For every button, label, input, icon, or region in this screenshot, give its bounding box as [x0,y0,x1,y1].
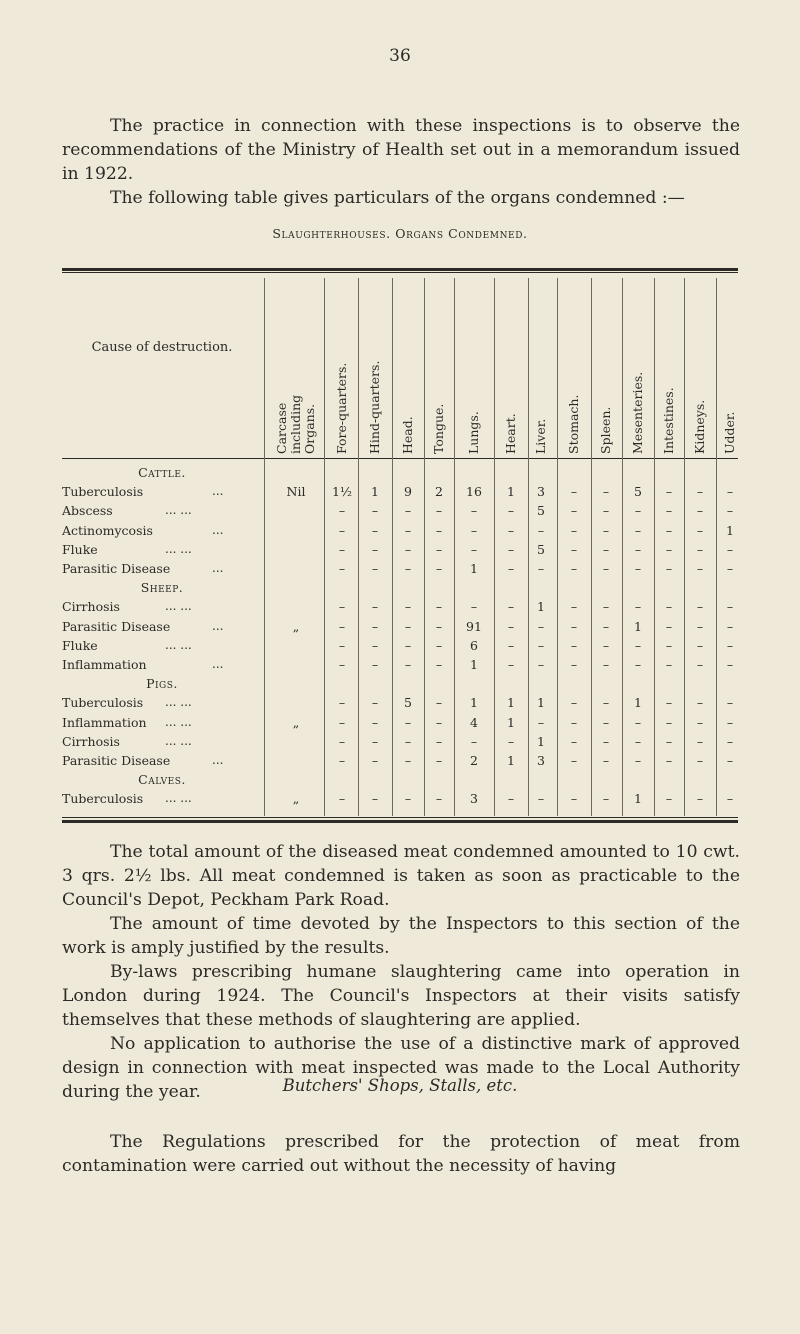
table-cell: – [371,714,379,730]
table-cell: – [634,503,642,519]
table-cell: – [570,753,578,768]
table-cell: – [371,522,379,538]
group-heading-cattle: Cattle. [138,465,186,480]
table-cell: – [404,791,412,807]
table-caption: Slaughterhouses. Organs Condemned. [272,226,528,241]
table-cell: – [371,541,379,557]
intro-paragraph-2: The following table gives particulars of the organs condemned :— [110,188,685,208]
table-cell: – [338,618,346,634]
table-cell: – [371,695,379,711]
table-cell: 2 [470,753,478,768]
table-cell: – [435,733,443,749]
table-cell: – [602,695,610,711]
page-number: 36 [389,46,411,66]
table-top-rule [62,268,738,271]
row-label-cirrhosis: Cirrhosis [62,599,120,615]
table-cell: – [602,484,610,500]
table-cell: – [665,714,673,730]
row-label-cirrhosis: Cirrhosis [62,733,120,749]
column-header-udder: Udder. [722,411,737,454]
table-cell: – [665,733,673,749]
table-cell: – [696,791,704,807]
table-cell: – [537,561,545,576]
table-cell: – [338,541,346,557]
table-cell: – [507,522,515,538]
table-top-rule-inner [62,272,738,273]
table-cell: – [665,522,673,538]
table-cell: – [602,561,610,576]
table-cell: – [665,541,673,557]
table-cell: – [338,657,346,672]
row-label-abscess: Abscess [62,503,113,519]
table-cell: 4 [470,714,478,730]
table-cell: – [726,561,734,576]
column-header-lungs: Lungs. [466,411,481,454]
table-cell: – [696,522,704,538]
table-cell: 9 [404,484,412,500]
table-cell: – [371,637,379,653]
table-cell: – [435,791,443,807]
row-leader-dots: ... ... [165,503,192,518]
table-cell: – [570,695,578,711]
table-cell: – [537,791,545,807]
row-leader-dots: ... ... [165,695,192,710]
body-paragraph-3: By-laws prescribing humane slaughtering came into operation in London during 1924. The Council's Inspectors at their visits satisfy themselves that these methods of slaughtering are applied. [62,962,740,1030]
table-cell: – [602,599,610,615]
table-cell: – [470,599,478,615]
table-cell: – [665,637,673,653]
table-cell: – [338,599,346,615]
table-cell: – [696,733,704,749]
table-cell: – [338,503,346,519]
table-cell: – [696,541,704,557]
table-cell: 1 [634,618,642,634]
table-cell: 1 [470,561,478,576]
column-divider [324,278,325,816]
table-cell: – [537,637,545,653]
intro-paragraph-1: The practice in connection with these inspections is to observe the recommendations of the Ministry of Health set out in a memorandum issued in 1922. [62,116,740,184]
row-leader-dots: ... [212,484,224,499]
table-cell: 16 [466,484,482,500]
table-cell: – [507,637,515,653]
table-cell: – [665,695,673,711]
table-cell: 1 [507,714,515,730]
table-cell: „ [292,791,300,807]
column-header-fore-quarters: Fore-quarters. [334,362,349,454]
table-cell: – [570,522,578,538]
table-cell: – [404,561,412,576]
table-cell: – [435,657,443,672]
table-cell: – [507,733,515,749]
table-cell: – [726,618,734,634]
table-cell: – [570,637,578,653]
table-cell: – [371,618,379,634]
table-cell: – [665,503,673,519]
table-cell: – [665,561,673,576]
table-cell: – [634,714,642,730]
table-cell: „ [292,618,300,634]
table-cell: – [507,541,515,557]
table-cell: – [570,657,578,672]
row-label-tuberculosis: Tuberculosis [62,791,144,807]
table-cell: – [696,503,704,519]
table-cell: – [726,541,734,557]
table-cell: 1½ [331,484,353,500]
body-paragraph-2: The amount of time devoted by the Inspectors to this section of the work is amply justified by the results. [62,914,740,958]
table-cell: – [404,618,412,634]
table-cell: – [507,503,515,519]
table-cell: 5 [537,503,545,519]
section-subheading: Butchers' Shops, Stalls, etc. [282,1076,518,1095]
table-cell: – [338,561,346,576]
table-cell: – [726,637,734,653]
row-leader-dots: ... ... [165,599,192,614]
table-cell: 91 [466,618,482,634]
table-cell: – [404,541,412,557]
table-cell: 1 [507,753,515,768]
table-cell: – [537,522,545,538]
table-cell: – [507,657,515,672]
table-cell: – [665,618,673,634]
table-cell: – [435,522,443,538]
row-label-parasitic-disease: Parasitic Disease [62,618,171,634]
table-cell: – [338,733,346,749]
column-header-intestines: Intestines. [661,387,676,454]
table-cell: 1 [537,695,545,711]
table-cell: – [404,599,412,615]
column-header-liver: Liver. [533,418,548,454]
table-cell: – [696,561,704,576]
table-cell: – [537,618,545,634]
table-cell: – [371,753,379,768]
row-label-parasitic-disease: Parasitic Disease [62,561,171,576]
table-cell: 1 [634,791,642,807]
group-heading-sheep: Sheep. [140,580,184,596]
table-cell: – [665,599,673,615]
row-leader-dots: ... ... [165,714,192,729]
table-cell: – [726,657,734,672]
row-leader-dots: ... ... [165,541,192,556]
table-cell: 5 [404,695,412,711]
table-cell: – [634,733,642,749]
table-cell: – [470,541,478,557]
table-cell: – [570,541,578,557]
table-cell: „ [292,714,300,730]
row-leader-dots: ... ... [165,791,192,806]
table-cell: 3 [537,484,545,500]
row-leader-dots: ... ... [165,733,192,748]
table-cell: 2 [435,484,443,500]
column-header-carcase-including-organs: Carcase including Organs. [274,394,317,454]
table-cell: – [570,503,578,519]
table-cell: – [570,561,578,576]
column-header-tongue: Tongue. [431,403,446,454]
column-header-kidneys: Kidneys. [692,399,707,454]
table-cell: – [696,657,704,672]
table-cell: – [726,753,734,768]
body-paragraph-4: No application to authorise the use of a distinctive mark of approved design in connection with meat inspected was made to the Local Authority during the year. [62,1034,740,1102]
table-cell: – [507,599,515,615]
row-leader-dots: ... [212,522,224,537]
table-cell: – [634,541,642,557]
table-cell: – [602,541,610,557]
table-cell: 5 [537,541,545,557]
table-cell: – [404,714,412,730]
table-cell: – [338,637,346,653]
row-label-tuberculosis: Tuberculosis [62,695,144,711]
table-cell: – [570,599,578,615]
table-cell: – [371,657,379,672]
table-cell: – [404,522,412,538]
table-cell: 1 [726,522,734,538]
row-label-tuberculosis: Tuberculosis [62,484,144,500]
table-cell: – [470,733,478,749]
table-cell: – [507,618,515,634]
table-cell: – [726,791,734,807]
table-cell: – [338,714,346,730]
table-cell: – [435,618,443,634]
table-cell: – [435,695,443,711]
table-cell: – [404,753,412,768]
table-cell: – [371,791,379,807]
table-cell: – [634,561,642,576]
table-cell: – [537,657,545,672]
table-cell: – [404,733,412,749]
row-leader-dots: ... [212,753,224,767]
table-cell: 3 [470,791,478,807]
table-cell: – [602,714,610,730]
table-cell: – [665,657,673,672]
row-label-parasitic-disease: Parasitic Disease [62,753,171,768]
table-cell: – [696,637,704,653]
table-cell: – [537,714,545,730]
table-cell: – [726,714,734,730]
table-cell: 3 [537,753,545,768]
table-cell: – [665,484,673,500]
column-divider [264,278,265,816]
table-cell: – [634,753,642,768]
table-cell: – [665,753,673,768]
table-cell: 1 [537,599,545,615]
table-cell: – [602,753,610,768]
column-header-spleen: Spleen. [598,406,613,454]
table-cell: 1 [507,484,515,500]
table-cell: – [696,753,704,768]
column-header-heart: Heart. [503,413,518,454]
table-cell: – [696,695,704,711]
table-cell: – [338,791,346,807]
table-cell: – [665,791,673,807]
table-bottom-rule [62,820,738,823]
table-cell: Nil [286,484,306,500]
table-cell: – [602,733,610,749]
table-cell: – [696,714,704,730]
table-cell: – [570,618,578,634]
table-cell: – [570,484,578,500]
table-cell: – [696,618,704,634]
group-heading-calves: Calves. [138,772,186,788]
row-label-fluke: Fluke [62,541,98,557]
table-cell: 1 [470,657,478,672]
table-cell: 1 [634,695,642,711]
column-header-stomach: Stomach. [566,394,581,454]
table-cell: – [726,695,734,711]
table-cell: 5 [634,484,642,500]
row-leader-dots: ... ... [165,637,192,652]
table-cell: 1 [470,695,478,711]
table-cell: – [470,503,478,519]
table-cell: – [602,791,610,807]
table-cell: – [435,714,443,730]
table-cell: – [435,541,443,557]
table-cell: 1 [507,695,515,711]
table-cell: – [435,503,443,519]
table-cell: – [371,561,379,576]
cause-of-destruction-header: Cause of destruction. [91,340,233,355]
table-cell: – [404,503,412,519]
table-cell: – [338,753,346,768]
row-leader-dots: ... [212,657,224,671]
table-cell: – [470,522,478,538]
table-cell: 1 [371,484,379,500]
table-cell: – [602,522,610,538]
row-label-inflammation: Inflammation [62,657,147,672]
table-cell: – [634,599,642,615]
table-cell: – [696,484,704,500]
table-cell: – [726,733,734,749]
table-cell: – [435,753,443,768]
column-header-head: Head. [400,416,415,454]
closing-paragraph: The Regulations prescribed for the protection of meat from contamination were carried out without the necessity of having [62,1132,740,1176]
table-cell: – [371,599,379,615]
table-cell: 6 [470,637,478,653]
row-label-fluke: Fluke [62,637,98,653]
table-cell: – [404,637,412,653]
table-cell: – [338,695,346,711]
column-header-mesenteries: Mesenteries. [630,371,645,454]
row-leader-dots: ... [212,618,224,633]
table-cell: – [602,657,610,672]
table-cell: – [371,503,379,519]
table-cell: – [602,503,610,519]
table-cell: – [634,522,642,538]
table-cell: – [602,618,610,634]
row-label-inflammation: Inflammation [62,714,147,730]
row-leader-dots: ... [212,561,224,575]
table-cell: – [634,637,642,653]
table-cell: – [570,714,578,730]
table-cell: – [696,599,704,615]
table-bottom-rule-inner [62,817,738,818]
table-cell: 1 [537,733,545,749]
table-cell: – [435,561,443,576]
table-cell: – [634,657,642,672]
table-cell: – [726,599,734,615]
group-heading-pigs: Pigs. [146,676,178,692]
row-label-actinomycosis: Actinomycosis [62,522,153,538]
table-cell: – [507,561,515,576]
table-cell: – [435,599,443,615]
table-cell: – [338,522,346,538]
table-cell: – [507,791,515,807]
table-cell: – [371,733,379,749]
table-cell: – [404,657,412,672]
table-cell: – [726,484,734,500]
table-header-rule [62,458,738,459]
body-paragraph-1: The total amount of the diseased meat condemned amounted to 10 cwt. 3 qrs. 2½ lbs. All meat condemned is taken as soon as practicable to the Council's Depot, Peckham Park Road. [62,842,740,910]
column-header-hind-quarters: Hind-quarters. [367,360,382,454]
table-cell: – [570,791,578,807]
table-cell: – [435,637,443,653]
table-cell: – [570,733,578,749]
table-cell: – [726,503,734,519]
table-cell: – [602,637,610,653]
